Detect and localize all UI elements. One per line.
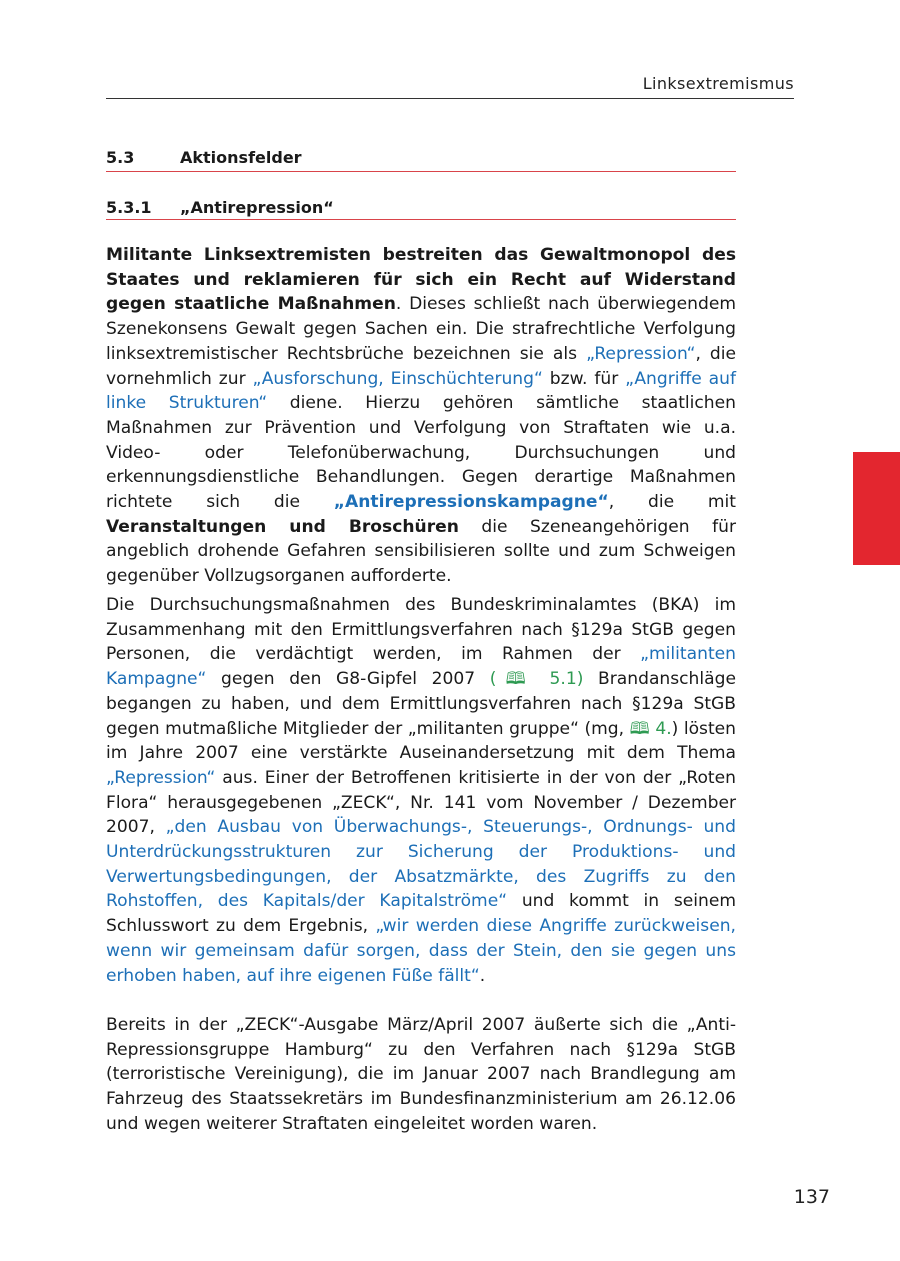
body-text: gegen den G8-Gipfel 2007 [206, 669, 490, 690]
body-text: , die vornehmlich zur [106, 343, 736, 389]
chapter-marker-tab [853, 452, 900, 565]
section-title: „Antirepression“ [180, 198, 334, 217]
body-text: Brandanschläge begangen zu haben, und dem Ermittlungsverfahren nach §129a StGB gegen mutmaßliche Mitglieder der „militanten gruppe“ (mg, [106, 669, 736, 739]
body-text: die Szeneangehörigen für angeblich drohende Gefahren sensibilisieren sollte und zum Schweigen gegenüber Vollzugsorganen aufforderte. [106, 516, 736, 587]
quote-ausforschung: „Ausforschung, Einschüchterung“ [252, 368, 543, 389]
cross-reference-link[interactable]: 🕮 4. [629, 718, 672, 739]
quote-repression: „Repression“ [106, 767, 216, 788]
paragraph-bka-durchsuchungen [106, 593, 736, 988]
quote-ausbau: „den Ausbau von Überwachungs-, Steuerungs-, Ordnungs- und Unterdrückungsstrukturen zur Sicherung der Produktions- und Verwertungsbedingungen, der Absatzmärkte, des Zugriffs zu den Rohstoffen, des Kapitals/der Kapitalströme“ [106, 817, 736, 912]
body-text: , die mit [608, 492, 736, 513]
quote-repression: „Repression“ [586, 343, 696, 364]
lead-bold-text: Militante Linksextremisten bestreiten das Gewaltmonopol des Staates und reklamieren für sich ein Recht auf Widerstand gegen staatliche Maßnahmen [106, 245, 736, 315]
body-text: bzw. für [542, 368, 626, 389]
header-rule [106, 98, 794, 99]
section-rule [106, 171, 736, 172]
keyword-antirepressionskampagne: „Antirepressionskampagne“ [333, 492, 609, 513]
running-header-title: Linksextremismus [642, 74, 794, 93]
quote-angriffe-zurueckweisen: „wir werden diese Angriffe zurückweisen, wenn wir gemeinsam dafür sorgen, dass der Stein, den sie gegen uns erhoben haben, auf ihre eigenen Füße fällt“ [106, 916, 736, 986]
page-number: 137 [793, 1186, 830, 1208]
section-number: 5.3 [106, 148, 135, 167]
quote-militanten-kampagne: „militanten Kampagne“ [106, 644, 736, 690]
paragraph-antirepression-intro [106, 243, 736, 589]
body-text: . [479, 965, 486, 986]
body-text: und kommt in seinem Schlusswort zu dem Ergebnis, [106, 891, 736, 937]
body-text: . Dieses schließt nach überwiegendem Szenekonsens Gewalt gegen Sachen ein. Die strafrechtliche Verfolgung linksextremistischer Rechtsbrüche bezeichnen sie als [106, 294, 736, 364]
cross-reference-link[interactable]: (🕮 5.1) [489, 669, 584, 690]
body-text: aus. Einer der Betroffenen kritisierte in der von der „Roten Flora“ herausgegebenen „ZECK“, Nr. 141 vom November / Dezember 2007, [106, 767, 736, 838]
section-rule [106, 219, 736, 220]
quote-angriffe-strukturen: „Angriffe auf linke Strukturen“ [106, 368, 736, 414]
section-title: Aktionsfelder [180, 148, 302, 167]
section-number: 5.3.1 [106, 198, 152, 217]
bold-veranstaltungen: Veranstaltungen und Broschüren [106, 516, 459, 537]
body-text: diene. Hierzu gehören sämtliche staatlichen Maßnahmen zur Prävention und Verfolgung von Straftaten wie u.a. Video- oder Telefonüberwachung, Durchsuchungen und erkennungsdienstliche Behandlungen. Gegen derartige Maßnahmen richtete sich die [106, 393, 736, 513]
body-text: Die Durchsuchungsmaßnahmen des Bundeskriminalamtes (BKA) im Zusammenhang mit den Ermittlungsverfahren nach §129a StGB gegen Personen, die verdächtigt werden, im Rahmen der [106, 595, 736, 665]
body-text: ) lösten im Jahre 2007 eine verstärkte Auseinandersetzung mit dem Thema [106, 718, 736, 764]
paragraph-zeck-ausgabe: Bereits in der „ZECK“-Ausgabe März/April 2007 äußerte sich die „Anti-Repressionsgruppe Hamburg“ zu den Verfahren nach §129a StGB (terroristische Vereinigung), die im Januar 2007 nach Brandlegung am Fahrzeug des Staatssekretärs im Bundesfinanzministerium am 26.12.06 und wegen weiterer Straftaten eingeleitet worden waren. [106, 1015, 736, 1134]
